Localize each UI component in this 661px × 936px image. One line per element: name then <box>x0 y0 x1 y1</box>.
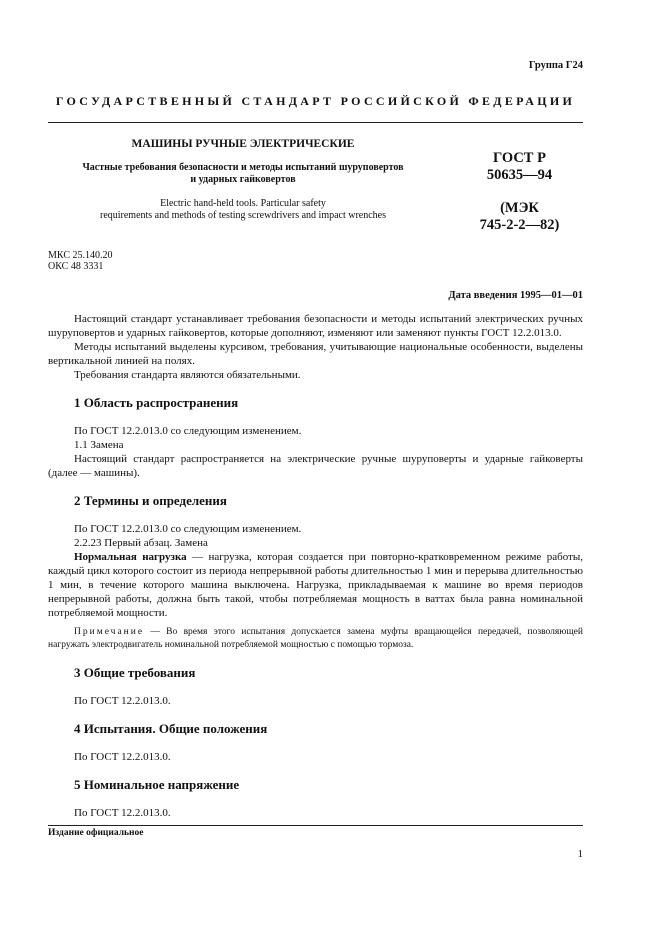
classifier-codes <box>48 250 112 272</box>
document-body <box>48 312 583 820</box>
state-standard-title: ГОСУДАРСТВЕННЫЙ СТАНДАРТ РОССИЙСКОЙ ФЕДЕРАЦИИ <box>55 94 576 108</box>
section-3-paragraph-1: По ГОСТ 12.2.013.0. <box>74 695 171 707</box>
section-5-heading: 5 Номинальное напряжение <box>74 777 240 792</box>
section-1-paragraph-1: По ГОСТ 12.2.013.0 со следующим изменением. <box>74 425 302 437</box>
section-2-paragraph-1: По ГОСТ 12.2.013.0 со следующим изменением. <box>74 523 302 535</box>
section-4-paragraph-1: По ГОСТ 12.2.013.0. <box>74 751 171 763</box>
english-title-line-2: requirements and methods of testing screwdrivers and impact wrenches <box>99 210 387 221</box>
section-3-heading: 3 Общие требования <box>74 665 196 680</box>
intro-paragraph-1: Настоящий стандарт устанавливает требования безопасности и методы испытаний электрических ручных шуруповертов и ударных гайковертов, которые дополняют, изменяют или заменяют пункты ГОСТ 12.2.013.0. <box>48 313 583 339</box>
title-block <box>48 138 438 222</box>
iec-line-1: (МЭК <box>500 200 539 216</box>
section-5-paragraph-1: По ГОСТ 12.2.013.0. <box>74 807 171 819</box>
gost-number: 50635—94 <box>486 167 553 183</box>
section-2-heading: 2 Термины и определения <box>74 493 227 508</box>
mks-code: МКС 25.140.20 <box>48 250 113 261</box>
note-paragraph <box>48 626 583 652</box>
gost-designation <box>452 150 587 184</box>
introduction-date: Дата введения 1995—01—01 <box>448 290 583 301</box>
iec-designation <box>452 200 587 234</box>
definition-text: — нагрузка, которая создается при повторно-кратковременном режиме работы, каждый цикл которого состоит из периода непрерывной работы длительностью 1 мин и перерыва длительностью 1 мин, в течение которого машина выключена. Нагрузка, прикладываемая к машине во время периодов непрерывной работы, должна быть такой, чтобы потребляемая мощность в ваттах была равна номинальной потребляемой мощности. <box>48 551 584 619</box>
document-title: МАШИНЫ РУЧНЫЕ ЭЛЕКТРИЧЕСКИЕ <box>131 138 355 150</box>
section-4-heading: 4 Испытания. Общие положения <box>74 721 268 736</box>
iec-line-2: 745-2-2—82) <box>479 217 560 233</box>
section-1-paragraph-3: Настоящий стандарт распространяется на электрические ручные шуруповерты и ударные гайковерты (далее — машины). <box>48 453 583 479</box>
document-subtitle <box>48 162 438 186</box>
definition-paragraph <box>48 550 583 620</box>
group-label: Группа Г24 <box>528 60 583 71</box>
intro-paragraph-3: Требования стандарта являются обязательными. <box>74 369 301 381</box>
footer-divider <box>48 825 583 826</box>
section-1-heading: 1 Область распространения <box>74 395 239 410</box>
section-1-paragraph-2: 1.1 Замена <box>74 439 124 451</box>
english-title <box>48 198 438 222</box>
note-label: Примечание <box>74 627 145 637</box>
header-divider <box>48 122 583 123</box>
note-text: — Во время этого испытания допускается замена муфты вращающейся передачей, позволяющей нагружать электродвигатель номинальной потребляемой мощностью с помощью тормоза. <box>48 627 583 650</box>
section-2-paragraph-2: 2.2.23 Первый абзац. Замена <box>74 537 208 549</box>
subtitle-line-1: Частные требования безопасности и методы испытаний шуруповертов <box>82 162 404 173</box>
edition-label: Издание официальное <box>48 828 144 838</box>
gost-code: ГОСТ Р <box>493 150 546 166</box>
defined-term: Нормальная нагрузка <box>74 551 187 563</box>
english-title-line-1: Electric hand-held tools. Particular safety <box>160 198 326 209</box>
subtitle-line-2: и ударных гайковертов <box>190 174 296 185</box>
page-number: 1 <box>577 848 583 860</box>
oks-code: ОКС 48 3331 <box>48 261 104 272</box>
intro-paragraph-2: Методы испытаний выделены курсивом, требования, учитывающие национальные особенности, выделены вертикальной линией на полях. <box>48 341 583 367</box>
